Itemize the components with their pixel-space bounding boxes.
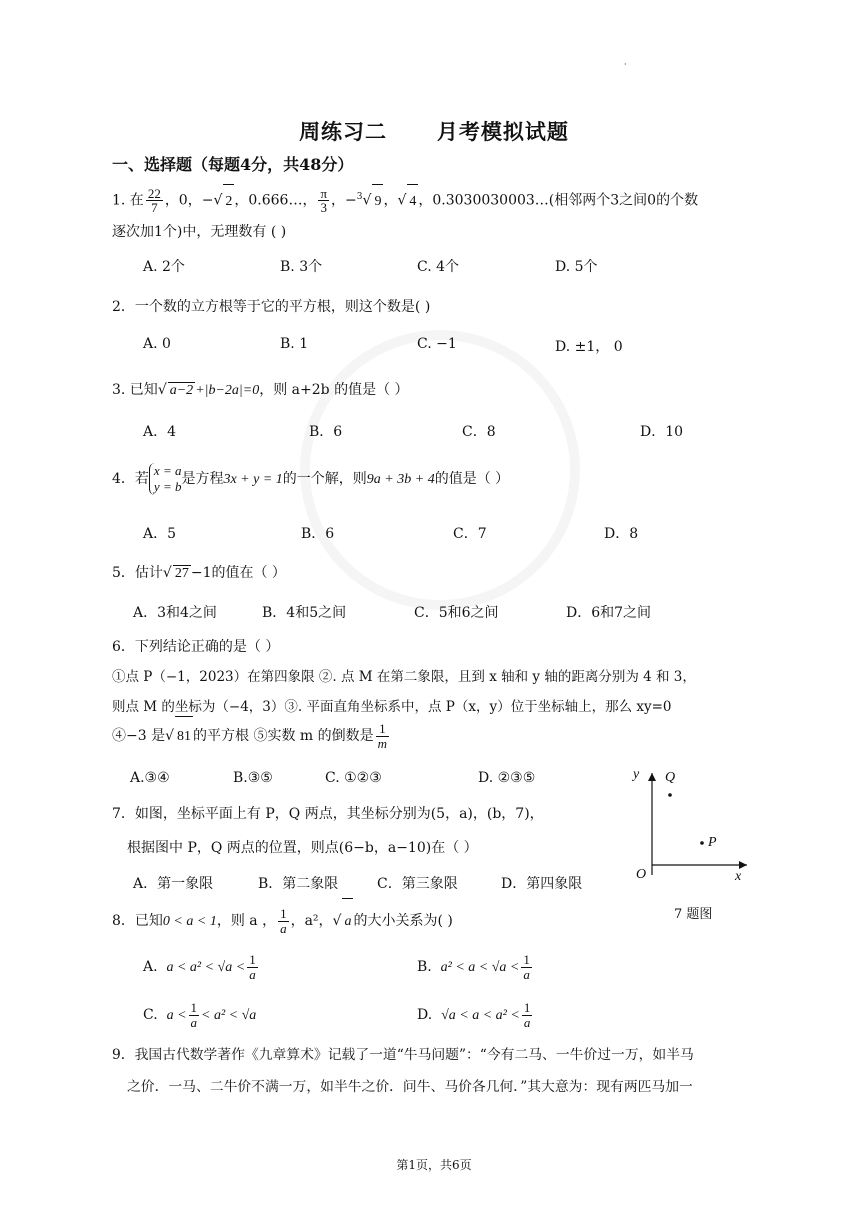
q5-pre: 5．估计 [112,565,163,581]
q8-pre: 8．已知 [112,913,163,929]
q5-option-d: D．6和7之间 [566,605,652,621]
origin-label: O [636,867,647,882]
q7-option-c: C．第三象限 [377,876,458,892]
q1-frac-pi-3: $\frac{\pi}{3}$ [320,185,328,216]
point-q [668,793,672,797]
q6-line2: 则点 M 的坐标为（−4，3）③. 平面直角坐标系中，点 P（x，y）位于坐标轴上，那么 xy=0 [112,699,672,715]
page-title: 周练习二 月考模拟试题 [299,119,569,144]
q3-mid: +|b−2a|=0 [195,383,260,398]
q4-mid: 是方程 [181,471,224,487]
y-axis-label: y [633,767,640,782]
q1-frac-22-7: $\frac{22}{7}$ [147,185,161,216]
q8-post: ，a²， [290,913,333,929]
question-9: 9．我国古代数学著作《九章算术》记载了一道“牛马问题”：“今有二马、一牛价过一万，如半马 [112,1047,694,1063]
q3-option-a: A．4 [143,424,177,440]
q3-pre: 3. 已知 [112,382,158,398]
q8-option-a: A. a < a² < √a < $\frac{1}{a}$ [143,951,256,982]
question-4 [112,459,509,500]
q3-option-d: D．10 [640,424,684,440]
q4-option-b: B．6 [301,526,335,542]
q4-expression: 9a + 3b + 4 [366,472,435,487]
q6-option-a: A.③④ [130,770,170,786]
q6-line1: ①点 P（−1，2023）在第四象限 ②. 点 M 在第二象限，且到 x 轴和 y 轴的距离分别为 4 和 3， [112,669,696,685]
q6-frac-1-m: $\frac{1}{m}$ [377,720,388,751]
q1-text-e: ，0.3030030003…(相邻两个3之间0的个数 [418,192,699,209]
figure-caption: 7 题图 [674,907,713,922]
q2-option-c: C. −1 [417,336,457,352]
question-2: 2．一个数的立方根等于它的平方根，则这个数是( ) [112,299,431,315]
q6-line3b: 的平方根 ⑤实数 m 的倒数是 [193,728,374,744]
q1-line2: 逐次加1个)中，无理数有 ( ) [112,224,287,240]
q4-option-d: D．8 [604,526,639,542]
q1-text-d: ， [383,192,398,209]
question-5: 5．估计√ 27 −1的值在（ ） [112,565,286,581]
q4-system: x = a y = b [149,463,182,496]
q4-equation: 3x + y = 1 [223,472,283,487]
q1-option-a: A. 2个 [143,259,185,275]
section-heading: 一、选择题（每题4分，共48分） [112,155,354,174]
q2-option-b: B. 1 [280,336,309,352]
q3-sqrt: a−2 [169,383,194,398]
question-6: 6．下列结论正确的是（ ） [112,639,280,655]
q4-mid2: 的一个解，则 [282,471,367,487]
q7-option-d: D．第四象限 [501,876,583,892]
q4-post: 的值是（ ） [434,471,510,487]
point-p-label: P [708,835,717,850]
question-1: 1. 在 $\frac{22}{7}$ ，0，−√ 2 ，0.666…， $\frac{\pi}{3}$ ，−$^3$√ 9 ，√ 4 ，0.3030030003…(相邻两个3之间0的个数 [112,180,698,219]
q8-frac-1-a: $\frac{1}{a}$ [280,905,287,936]
x-axis-arrow-icon [739,861,747,869]
q6-sqrt81: 81 [175,716,193,757]
q8-option-c: C. a < $\frac{1}{a}$ < a² < √a [143,999,257,1030]
q4-pre: 4．若 [112,471,149,487]
q1-num: 1. 在 [112,192,144,209]
q8-condition: 0 < a < 1 [162,914,217,929]
q1-cbrt9: 9 [372,184,383,219]
point-p [700,841,704,845]
q3-option-c: C．8 [462,424,496,440]
q5-option-a: A．3和4之间 [133,605,217,621]
y-axis-arrow-icon [648,773,656,781]
q4-option-c: C．7 [453,526,487,542]
q1-cbrt-index: 3 [356,192,363,202]
q8-option-b: B. a² < a < √a < $\frac{1}{a}$ [417,951,530,982]
q5-post: −1的值在（ ） [190,565,286,581]
q1-option-b: B. 3个 [280,259,323,275]
q5-sqrt: 27 [174,566,189,581]
question-7: 7．如图，坐标平面上有 P，Q 两点，其坐标分别为(5，a)，(b，7)， [112,806,544,822]
q5-option-b: B．4和5之间 [262,605,347,621]
q7-line2: 根据图中 P，Q 两点的位置，则点(6−b，a−10)在（ ） [127,840,478,856]
q6-line3a: ④−3 是 [112,728,166,744]
q1-sqrt2: 2 [223,184,234,219]
q1-text-a: ，0，− [164,192,214,209]
q8-post2: 的大小关系为( ) [353,913,453,929]
q3-option-b: B．6 [309,424,343,440]
q6-option-c: C. ①②③ [325,770,382,786]
question-8: 8．已知0 < a < 1，则 a ， $\frac{1}{a}$ ，a²，√ a 的大小关系为( ) [112,898,453,945]
question-3: 3. 已知√ a−2 +|b−2a|=0，则 a+2b 的值是（ ） [112,382,409,398]
page-footer: 第1页，共6页 [396,1158,472,1172]
q8-sqrt: a [342,898,353,945]
q3-post: ，则 a+2b 的值是（ ） [259,382,409,398]
q8-mid: ，则 a ， [216,913,277,929]
q1-option-d: D. 5个 [555,259,598,275]
point-q-label: Q [665,770,676,785]
q1-text-b: ，0.666…， [234,192,317,209]
corner-dot: · [624,60,627,69]
q2-option-a: A. 0 [143,336,171,352]
q2-option-d: D. ±1， 0 [555,339,623,355]
q6-line3: ④−3 是√ 81 的平方根 ⑤实数 m 的倒数是 $\frac{1}{m}$ [112,716,391,757]
q9-line2: 之价．一马、二牛价不满一万，如半牛之价．问牛、马价各几何．”其大意为：现有两匹马加一 [127,1079,693,1095]
q1-sqrt4: 4 [407,184,418,219]
q7-option-a: A．第一象限 [133,876,214,892]
q6-option-b: B.③⑤ [233,770,273,786]
q6-option-d: D. ②③⑤ [478,770,536,786]
q4-option-a: A．5 [143,526,177,542]
q7-option-b: B．第二象限 [258,876,339,892]
q5-option-c: C．5和6之间 [414,605,499,621]
q8-option-d: D. √a < a < a² < $\frac{1}{a}$ [417,999,531,1030]
q1-text-c: ，− [331,192,357,209]
q1-option-c: C. 4个 [417,259,460,275]
x-axis-label: x [735,869,742,884]
